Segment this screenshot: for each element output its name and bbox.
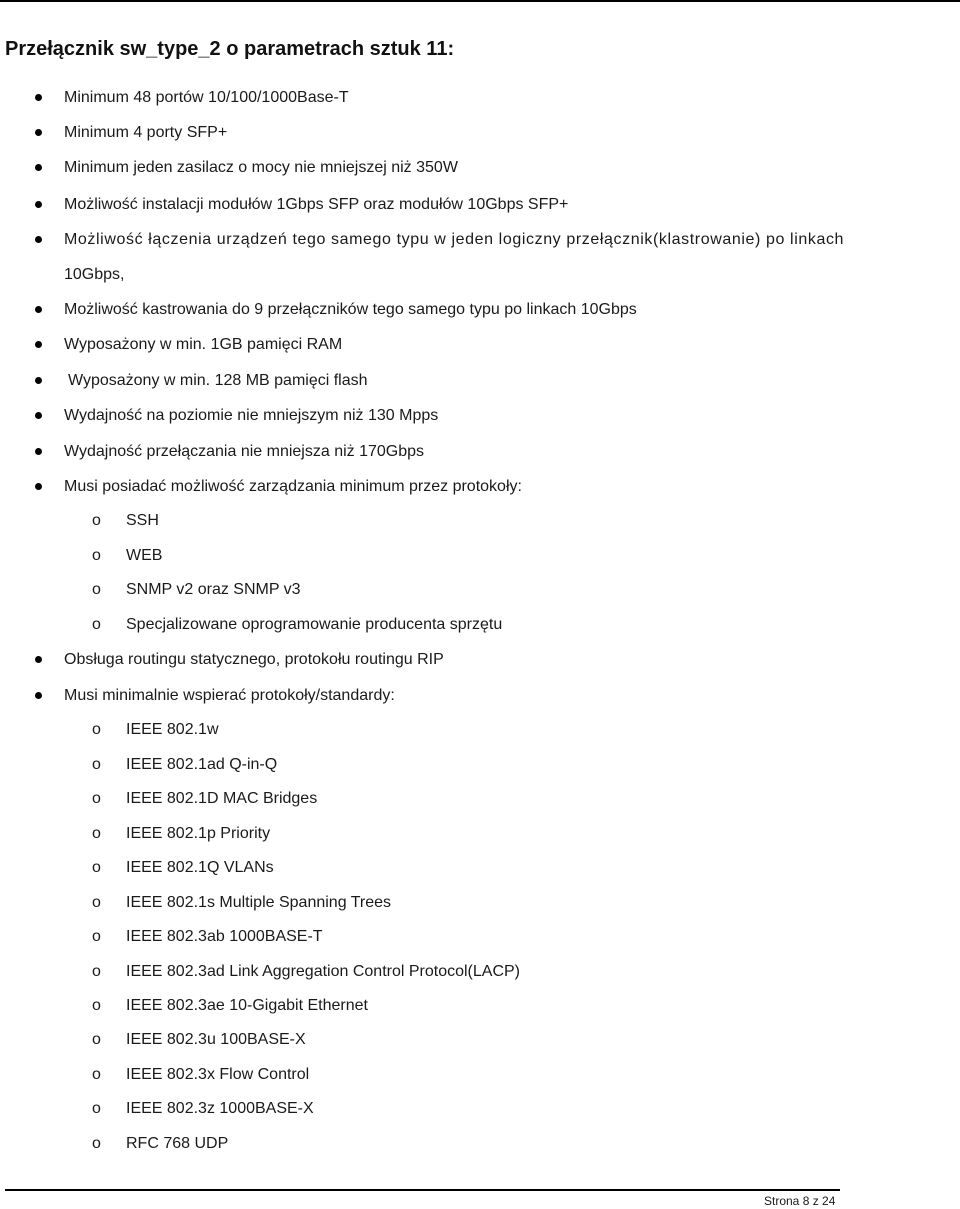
- list-item-text: Wydajność przełączania nie mniejsza niż 170Gbps: [64, 443, 425, 460]
- list-item-text: IEEE 802.3ae 10-Gigabit Ethernet: [126, 997, 368, 1014]
- list-item-continuation: [0, 263, 960, 287]
- circle-bullet-icon: o: [92, 1135, 101, 1152]
- circle-bullet-icon: o: [92, 790, 101, 807]
- circle-bullet-icon: o: [92, 825, 101, 842]
- top-rule: [0, 0, 960, 2]
- sub-list-item: [0, 1132, 960, 1156]
- list-item-text: IEEE 802.3ad Link Aggregation Control Protocol(LACP): [126, 963, 521, 980]
- list-item-text: Wyposażony w min. 128 MB pamięci flash: [68, 372, 368, 389]
- circle-bullet-icon: o: [92, 547, 101, 564]
- list-item: [0, 648, 960, 672]
- circle-bullet-icon: o: [92, 997, 101, 1014]
- sub-list-item: [0, 544, 960, 568]
- sub-list-item: [0, 1097, 960, 1121]
- circle-bullet-icon: o: [92, 963, 101, 980]
- list-item: [0, 475, 960, 499]
- sub-list-item: [0, 960, 960, 984]
- list-item: [0, 86, 960, 110]
- bullet-icon: [35, 483, 42, 490]
- list-item-text: IEEE 802.3u 100BASE-X: [126, 1031, 306, 1048]
- list-item-text: Musi minimalnie wspierać protokoły/standardy:: [64, 687, 395, 704]
- sub-list-item: [0, 891, 960, 915]
- list-item: [0, 684, 960, 708]
- list-item-text: RFC 768 UDP: [126, 1135, 229, 1152]
- list-item-text: IEEE 802.1s Multiple Spanning Trees: [126, 894, 392, 911]
- list-item: [0, 298, 960, 322]
- sub-list-item: [0, 856, 960, 880]
- sub-list-item: [0, 578, 960, 602]
- bullet-icon: [35, 377, 42, 384]
- list-item-text: Minimum 48 portów 10/100/1000Base-T: [64, 89, 349, 106]
- circle-bullet-icon: o: [92, 859, 101, 876]
- bullet-icon: [35, 448, 42, 455]
- bullet-icon: [35, 236, 42, 243]
- sub-list-item: [0, 787, 960, 811]
- circle-bullet-icon: o: [92, 581, 101, 598]
- circle-bullet-icon: o: [92, 928, 101, 945]
- sub-list-item: [0, 1063, 960, 1087]
- list-item-text: Musi posiadać możliwość zarządzania minimum przez protokoły:: [64, 478, 522, 495]
- sub-list-item: [0, 613, 960, 637]
- list-item-text: 10Gbps,: [64, 266, 125, 283]
- list-item-text: IEEE 802.1p Priority: [126, 825, 271, 842]
- circle-bullet-icon: o: [92, 1031, 101, 1048]
- list-item: [0, 121, 960, 145]
- list-item-text: SSH: [126, 512, 159, 529]
- list-item-text: IEEE 802.1ad Q-in-Q: [126, 756, 278, 773]
- list-item-text: Specjalizowane oprogramowanie producenta sprzętu: [126, 616, 503, 633]
- sub-list-item: [0, 1028, 960, 1052]
- bullet-icon: [35, 306, 42, 313]
- list-item-text: IEEE 802.3z 1000BASE-X: [126, 1100, 314, 1117]
- list-item-text: IEEE 802.1Q VLANs: [126, 859, 274, 876]
- list-item-text: Obsługa routingu statycznego, protokołu routingu RIP: [64, 651, 444, 668]
- sub-list-item: [0, 718, 960, 742]
- list-item-text: Minimum jeden zasilacz o mocy nie mniejszej niż 350W: [64, 159, 458, 176]
- list-item: [0, 404, 960, 428]
- sub-list-item: [0, 925, 960, 949]
- list-item-text: WEB: [126, 547, 163, 564]
- bullet-icon: [35, 164, 42, 171]
- circle-bullet-icon: o: [92, 894, 101, 911]
- circle-bullet-icon: o: [92, 756, 101, 773]
- list-item: [0, 156, 960, 180]
- list-item-text: Wyposażony w min. 1GB pamięci RAM: [64, 336, 343, 353]
- circle-bullet-icon: o: [92, 721, 101, 738]
- list-item-text: IEEE 802.3x Flow Control: [126, 1066, 310, 1083]
- list-item-text: IEEE 802.1w: [126, 721, 219, 738]
- list-item-text: IEEE 802.3ab 1000BASE-T: [126, 928, 323, 945]
- list-item-text: Możliwość instalacji modułów 1Gbps SFP oraz modułów 10Gbps SFP+: [64, 196, 569, 213]
- circle-bullet-icon: o: [92, 616, 101, 633]
- bullet-icon: [35, 692, 42, 699]
- footer-rule: [5, 1189, 840, 1191]
- list-item-text: Możliwość kastrowania do 9 przełączników tego samego typu po linkach 10Gbps: [64, 301, 637, 318]
- list-item: [0, 369, 960, 393]
- list-item: [0, 333, 960, 357]
- list-item-text: Możliwość łączenia urządzeń tego samego typu w jeden logiczny przełącznik(klastrowanie) po linkach: [64, 231, 845, 248]
- bullet-icon: [35, 201, 42, 208]
- sub-list-item: [0, 994, 960, 1018]
- list-item-text: IEEE 802.1D MAC Bridges: [126, 790, 318, 807]
- bullet-icon: [35, 129, 42, 136]
- circle-bullet-icon: o: [92, 1100, 101, 1117]
- sub-list-item: [0, 822, 960, 846]
- sub-list-item: [0, 753, 960, 777]
- list-item-text: Wydajność na poziomie nie mniejszym niż 130 Mpps: [64, 407, 439, 424]
- list-item: [0, 193, 960, 217]
- list-item: [0, 440, 960, 464]
- circle-bullet-icon: o: [92, 1066, 101, 1083]
- bullet-icon: [35, 412, 42, 419]
- list-item: [0, 228, 960, 252]
- bullet-icon: [35, 341, 42, 348]
- list-item-text: Minimum 4 porty SFP+: [64, 124, 228, 141]
- page-number: Strona 8 z 24: [764, 1194, 836, 1208]
- section-heading: Przełącznik sw_type_2 o parametrach sztuk 11:: [5, 38, 455, 60]
- circle-bullet-icon: o: [92, 512, 101, 529]
- list-item-text: SNMP v2 oraz SNMP v3: [126, 581, 301, 598]
- bullet-icon: [35, 94, 42, 101]
- bullet-icon: [35, 656, 42, 663]
- sub-list-item: [0, 509, 960, 533]
